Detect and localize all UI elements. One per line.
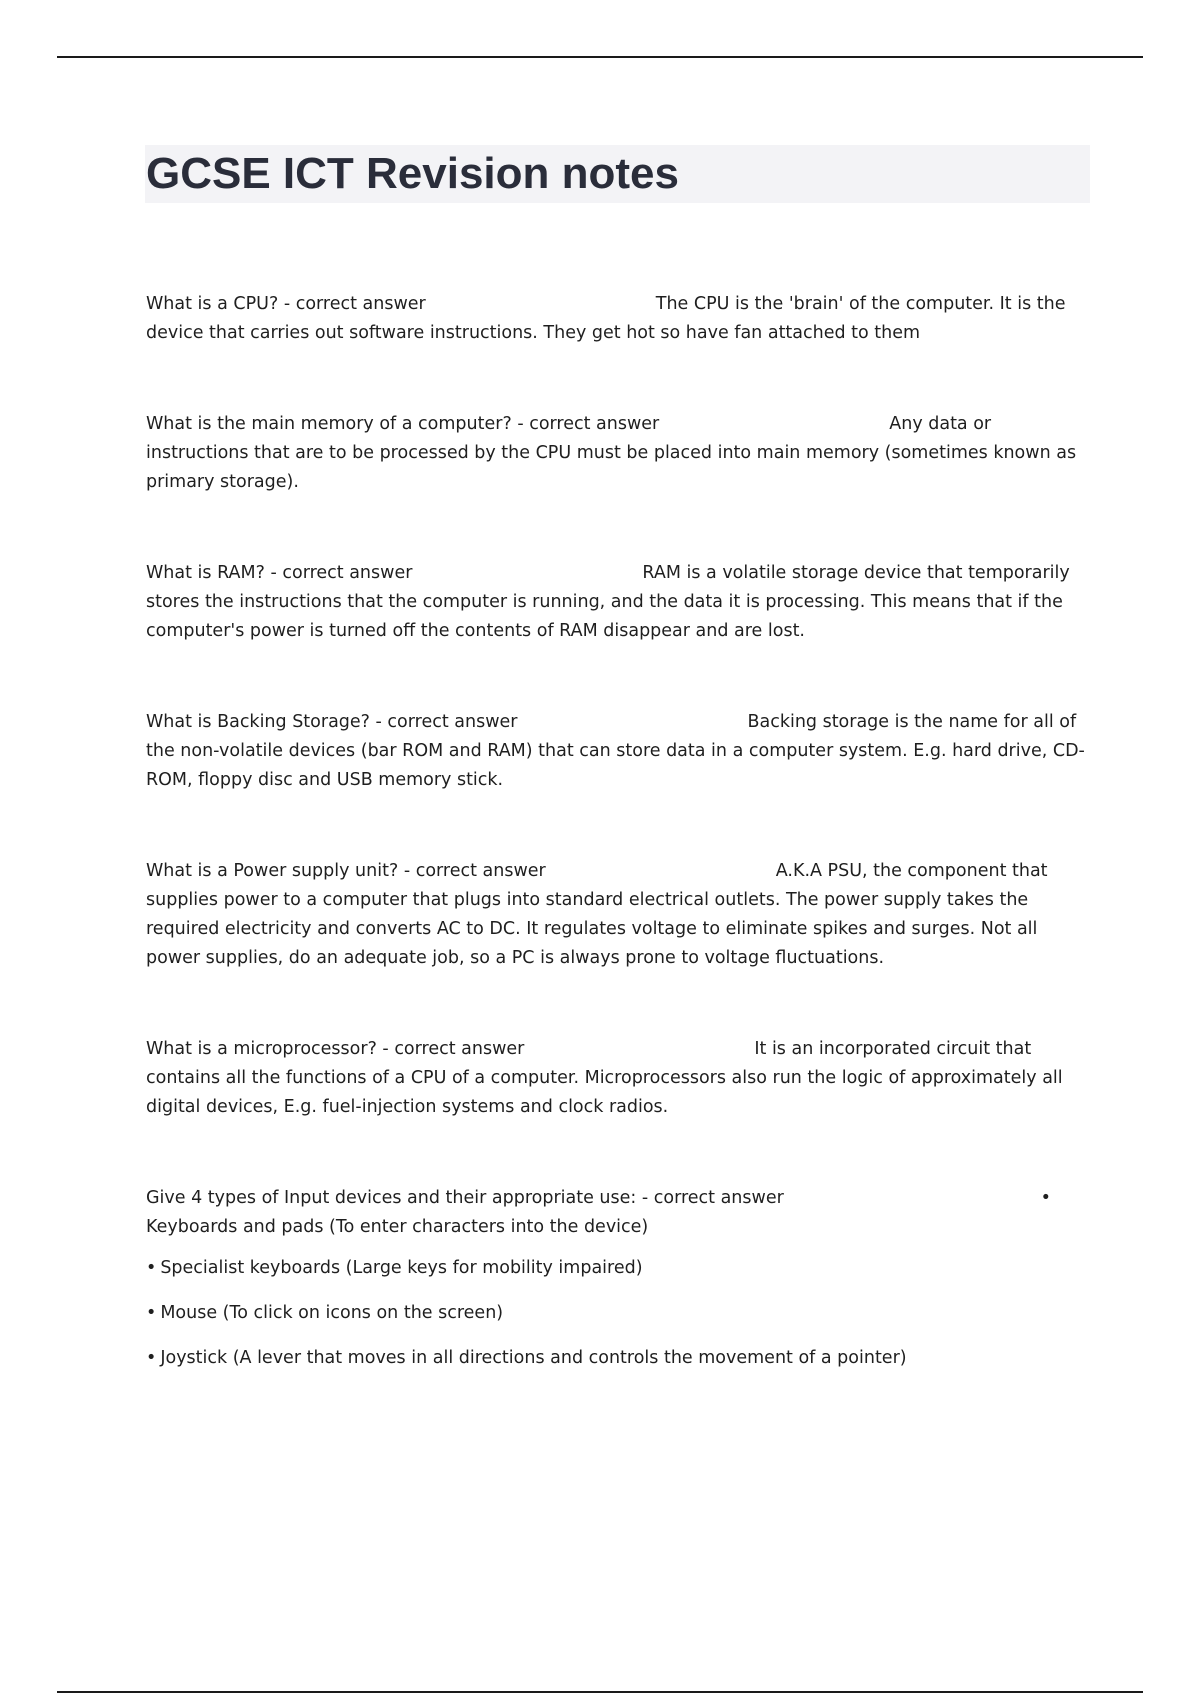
- question-text: What is RAM?: [146, 563, 265, 583]
- question-text: What is a CPU?: [146, 294, 279, 314]
- bullet-icon: •: [146, 1258, 157, 1278]
- answer-bullet-text: Keyboards and pads (To enter characters into the device): [146, 1217, 649, 1237]
- separator: -: [398, 861, 416, 881]
- separator: -: [636, 1188, 654, 1208]
- top-rule: [57, 56, 1143, 58]
- qa-item-power-supply: [146, 857, 1091, 973]
- qa-item-main-memory: [146, 410, 1091, 497]
- bullet-icon: •: [146, 1303, 157, 1323]
- answer-label: correct answer: [387, 712, 518, 732]
- document-body: [146, 290, 1091, 1389]
- qa-item-input-devices: [146, 1184, 1091, 1242]
- list-item: [146, 1254, 1091, 1283]
- answer-bullet-text: Joystick (A lever that moves in all directions and controls the movement of a pointer): [160, 1348, 907, 1368]
- answer-label: correct answer: [653, 1188, 784, 1208]
- answer-text: The CPU is the 'brain' of the computer. It is the device that carries out software instructions. They get hot so have fan attached to them: [146, 294, 1066, 343]
- answer-text: Any data or instructions that are to be processed by the CPU must be placed into main memory (sometimes known as primary storage).: [146, 414, 1077, 492]
- qa-item-cpu: [146, 290, 1091, 348]
- answer-label: correct answer: [529, 414, 660, 434]
- list-item: [146, 1299, 1091, 1328]
- bullet-icon: •: [146, 1348, 157, 1368]
- answer-text: Backing storage is the name for all of the non-volatile devices (bar ROM and RAM) that can store data in a computer system. E.g. hard drive, CD-ROM, floppy disc and USB memory stick.: [146, 712, 1085, 790]
- qa-item-microprocessor: [146, 1035, 1091, 1122]
- question-text: What is Backing Storage?: [146, 712, 370, 732]
- question-text: Give 4 types of Input devices and their appropriate use:: [146, 1188, 637, 1208]
- answer-text: A.K.A PSU, the component that supplies power to a computer that plugs into standard electrical outlets. The power supply takes the required electricity and converts AC to DC. It regulates voltage to eliminate spikes and surges. Not all power supplies, do an adequate job, so a PC is always prone to voltage fluctuations.: [146, 861, 1048, 968]
- page-title: GCSE ICT Revision notes: [146, 149, 679, 198]
- separator: -: [264, 563, 283, 583]
- separator: -: [278, 294, 296, 314]
- bottom-rule: [57, 1691, 1143, 1693]
- question-text: What is a Power supply unit?: [146, 861, 399, 881]
- question-text: What is a microprocessor?: [146, 1039, 377, 1059]
- answer-bullet-text: Mouse (To click on icons on the screen): [160, 1303, 504, 1323]
- separator: -: [376, 1039, 395, 1059]
- answer-text: It is an incorporated circuit that contains all the functions of a CPU of a computer. Microprocessors also run the logic of approximately all digital devices, E.g. fuel-injection systems and clock radios.: [146, 1039, 1063, 1117]
- bullet-icon: •: [1040, 1188, 1051, 1208]
- question-text: What is the main memory of a computer?: [146, 414, 512, 434]
- answer-text: RAM is a volatile storage device that temporarily stores the instructions that the computer is running, and the data it is processing. This means that if the computer's power is turned off the contents of RAM disappear and are lost.: [146, 563, 1070, 641]
- answer-label: correct answer: [282, 563, 413, 583]
- qa-item-ram: [146, 559, 1091, 646]
- answer-label: correct answer: [295, 294, 426, 314]
- answer-bullet-text: Specialist keyboards (Large keys for mobility impaired): [160, 1258, 643, 1278]
- qa-item-backing-storage: [146, 708, 1091, 795]
- separator: -: [369, 712, 388, 732]
- answer-label: correct answer: [415, 861, 546, 881]
- separator: -: [511, 414, 530, 434]
- list-item: [146, 1344, 1091, 1373]
- answer-label: correct answer: [394, 1039, 525, 1059]
